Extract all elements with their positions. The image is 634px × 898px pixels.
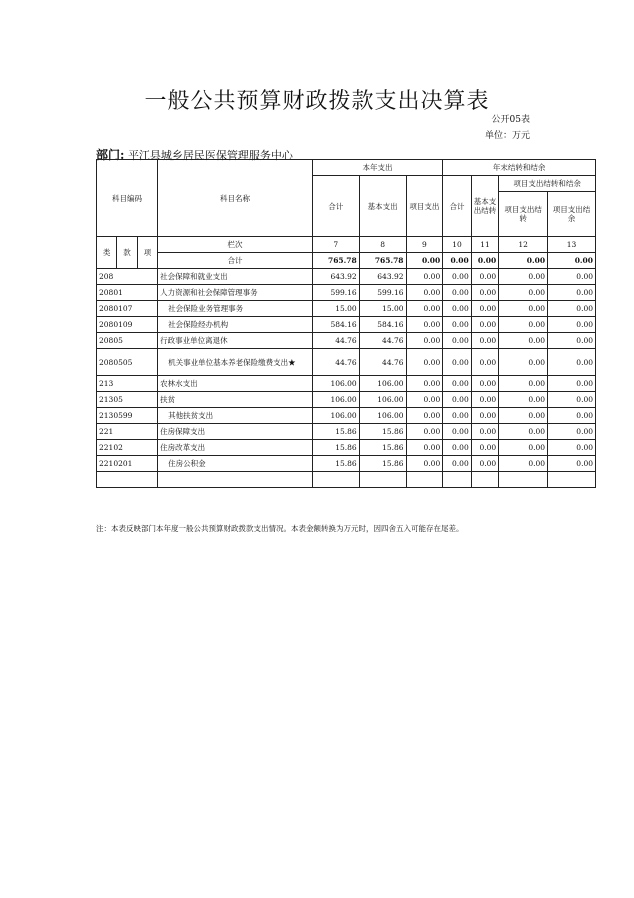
amount-cell: 0.00 [443, 440, 472, 456]
table-row [97, 269, 596, 285]
amount-cell: 0.00 [548, 440, 596, 456]
subject-code: 2130599 [97, 408, 158, 424]
amount-cell: 0.00 [443, 392, 472, 408]
amount-cell: 643.92 [312, 269, 359, 285]
header-current-year: 本年支出 [312, 160, 442, 176]
subject-code: 2080505 [97, 349, 158, 376]
amount-cell: 44.76 [359, 349, 406, 376]
total-row-label: 合计 [158, 253, 313, 269]
amount-cell: 0.00 [443, 317, 472, 333]
amount-cell: 0.00 [406, 301, 443, 317]
amount-cell: 0.00 [548, 285, 596, 301]
header-basic: 基本支出 [359, 176, 406, 237]
amount-cell: 0.00 [548, 333, 596, 349]
amount-cell: 15.86 [359, 440, 406, 456]
amount-cell: 584.16 [359, 317, 406, 333]
expenditure-table [96, 159, 596, 488]
amount-cell: 44.76 [312, 333, 359, 349]
header-ye-total: 合计 [443, 176, 472, 237]
amount-cell: 0.00 [406, 349, 443, 376]
header-column-label: 栏次 [158, 237, 313, 253]
amount-cell: 0.00 [548, 424, 596, 440]
amount-cell: 0.00 [443, 285, 472, 301]
amount-cell: 0.00 [443, 456, 472, 472]
amount-cell: 0.00 [471, 317, 498, 333]
total-cell: 0.00 [406, 253, 443, 269]
subject-code: 2080109 [97, 317, 158, 333]
amount-cell: 0.00 [499, 349, 548, 376]
amount-cell: 0.00 [548, 301, 596, 317]
amount-cell: 0.00 [548, 408, 596, 424]
amount-cell: 15.86 [312, 440, 359, 456]
subject-name: 人力资源和社会保障管理事务 [158, 285, 313, 301]
subject-code: 22102 [97, 440, 158, 456]
amount-cell: 0.00 [443, 269, 472, 285]
amount-cell: 15.86 [312, 424, 359, 440]
subject-name: 农林水支出 [158, 376, 313, 392]
amount-cell: 44.76 [359, 333, 406, 349]
col-num: 10 [443, 237, 472, 253]
amount-cell: 0.00 [406, 392, 443, 408]
col-num: 8 [359, 237, 406, 253]
amount-cell: 0.00 [471, 333, 498, 349]
amount-cell: 0.00 [443, 408, 472, 424]
amount-cell: 0.00 [499, 392, 548, 408]
amount-cell: 0.00 [443, 424, 472, 440]
subject-code: 2210201 [97, 456, 158, 472]
amount-cell: 15.86 [312, 456, 359, 472]
subject-name: 社会保险业务管理事务 [158, 301, 313, 317]
table-row [97, 440, 596, 456]
amount-cell: 584.16 [312, 317, 359, 333]
amount-cell: 0.00 [548, 269, 596, 285]
total-cell: 0.00 [548, 253, 596, 269]
subject-name: 住房公积金 [158, 456, 313, 472]
header-project-balance: 项目支出结余 [548, 192, 596, 237]
subject-name: 社会保险经办机构 [158, 317, 313, 333]
subject-name: 扶贫 [158, 392, 313, 408]
total-cell: 0.00 [499, 253, 548, 269]
amount-cell: 0.00 [471, 456, 498, 472]
amount-cell: 106.00 [312, 392, 359, 408]
amount-cell: 0.00 [406, 333, 443, 349]
amount-cell: 0.00 [548, 349, 596, 376]
amount-cell: 15.00 [312, 301, 359, 317]
header-year-end: 年末结转和结余 [443, 160, 596, 176]
amount-cell: 0.00 [406, 408, 443, 424]
amount-cell: 0.00 [548, 317, 596, 333]
header-project-carry-group: 项目支出结转和结余 [499, 176, 596, 192]
total-cell: 0.00 [471, 253, 498, 269]
amount-cell: 599.16 [359, 285, 406, 301]
blank-row [97, 472, 596, 488]
table-row [97, 285, 596, 301]
col-num: 11 [471, 237, 498, 253]
amount-cell: 0.00 [406, 456, 443, 472]
amount-cell: 44.76 [312, 349, 359, 376]
header-project-carry: 项目支出结转 [499, 192, 548, 237]
header-lei: 类 [97, 237, 117, 269]
amount-cell: 0.00 [406, 376, 443, 392]
amount-cell: 643.92 [359, 269, 406, 285]
subject-code: 20805 [97, 333, 158, 349]
header-subject-code: 科目编码 [97, 160, 158, 237]
amount-cell: 0.00 [471, 392, 498, 408]
department-label: 部门: [96, 148, 125, 162]
form-number: 公开05表 [491, 115, 530, 125]
amount-cell: 106.00 [359, 408, 406, 424]
header-ye-basic: 基本支出结转 [471, 176, 498, 237]
subject-code: 21305 [97, 392, 158, 408]
amount-cell: 15.00 [359, 301, 406, 317]
header-project: 项目支出 [406, 176, 443, 237]
amount-cell: 0.00 [548, 376, 596, 392]
amount-cell: 0.00 [471, 376, 498, 392]
amount-cell: 0.00 [471, 285, 498, 301]
amount-cell: 106.00 [359, 376, 406, 392]
amount-cell: 0.00 [406, 440, 443, 456]
amount-cell: 599.16 [312, 285, 359, 301]
amount-cell: 106.00 [312, 376, 359, 392]
amount-cell: 0.00 [499, 285, 548, 301]
amount-cell: 0.00 [406, 285, 443, 301]
subject-name: 机关事业单位基本养老保险缴费支出★ [158, 349, 313, 376]
amount-cell: 0.00 [406, 424, 443, 440]
amount-cell: 0.00 [471, 301, 498, 317]
subject-code: 221 [97, 424, 158, 440]
col-num: 9 [406, 237, 443, 253]
table-row [97, 349, 596, 376]
table-row [97, 408, 596, 424]
subject-name: 其他扶贫支出 [158, 408, 313, 424]
amount-cell: 0.00 [471, 440, 498, 456]
amount-cell: 0.00 [499, 269, 548, 285]
table-row [97, 456, 596, 472]
amount-cell: 0.00 [499, 408, 548, 424]
amount-cell: 0.00 [499, 333, 548, 349]
subject-name: 住房保障支出 [158, 424, 313, 440]
col-num: 7 [312, 237, 359, 253]
subject-code: 208 [97, 269, 158, 285]
amount-cell: 0.00 [406, 317, 443, 333]
page-title: 一般公共预算财政拨款支出决算表 [144, 89, 490, 114]
amount-cell: 0.00 [548, 392, 596, 408]
table-row [97, 392, 596, 408]
amount-cell: 15.86 [359, 456, 406, 472]
total-cell: 765.78 [359, 253, 406, 269]
header-xiang: 项 [137, 237, 157, 269]
subject-name: 行政事业单位离退休 [158, 333, 313, 349]
subject-code: 213 [97, 376, 158, 392]
amount-cell: 0.00 [443, 301, 472, 317]
amount-cell: 0.00 [443, 349, 472, 376]
amount-cell: 0.00 [499, 376, 548, 392]
amount-cell: 0.00 [471, 269, 498, 285]
amount-cell: 0.00 [471, 424, 498, 440]
amount-cell: 0.00 [499, 424, 548, 440]
total-cell: 0.00 [443, 253, 472, 269]
total-cell: 765.78 [312, 253, 359, 269]
amount-cell: 106.00 [359, 392, 406, 408]
table-row [97, 376, 596, 392]
subject-code: 20801 [97, 285, 158, 301]
amount-cell: 0.00 [406, 269, 443, 285]
subject-name: 住房改革支出 [158, 440, 313, 456]
table-row [97, 301, 596, 317]
table-row [97, 333, 596, 349]
amount-cell: 0.00 [443, 333, 472, 349]
amount-cell: 0.00 [499, 317, 548, 333]
unit-label: 单位：万元 [484, 131, 530, 141]
subject-name: 社会保障和就业支出 [158, 269, 313, 285]
amount-cell: 0.00 [443, 376, 472, 392]
table-row [97, 424, 596, 440]
amount-cell: 0.00 [499, 440, 548, 456]
header-total: 合计 [312, 176, 359, 237]
amount-cell: 15.86 [359, 424, 406, 440]
amount-cell: 0.00 [548, 456, 596, 472]
header-subject-name: 科目名称 [158, 160, 313, 237]
amount-cell: 0.00 [499, 301, 548, 317]
amount-cell: 0.00 [471, 349, 498, 376]
amount-cell: 0.00 [499, 456, 548, 472]
amount-cell: 106.00 [312, 408, 359, 424]
subject-code: 2080107 [97, 301, 158, 317]
header-kuan: 款 [117, 237, 137, 269]
table-row [97, 317, 596, 333]
col-num: 13 [548, 237, 596, 253]
amount-cell: 0.00 [471, 408, 498, 424]
department-name: 平江县城乡居民医保管理服务中心 [127, 149, 293, 162]
footnote: 注：本表反映部门本年度一般公共预算财政拨款支出情况。本表金额转换为万元时，因四舍五入可能存在尾差。 [96, 524, 464, 533]
col-num: 12 [499, 237, 548, 253]
